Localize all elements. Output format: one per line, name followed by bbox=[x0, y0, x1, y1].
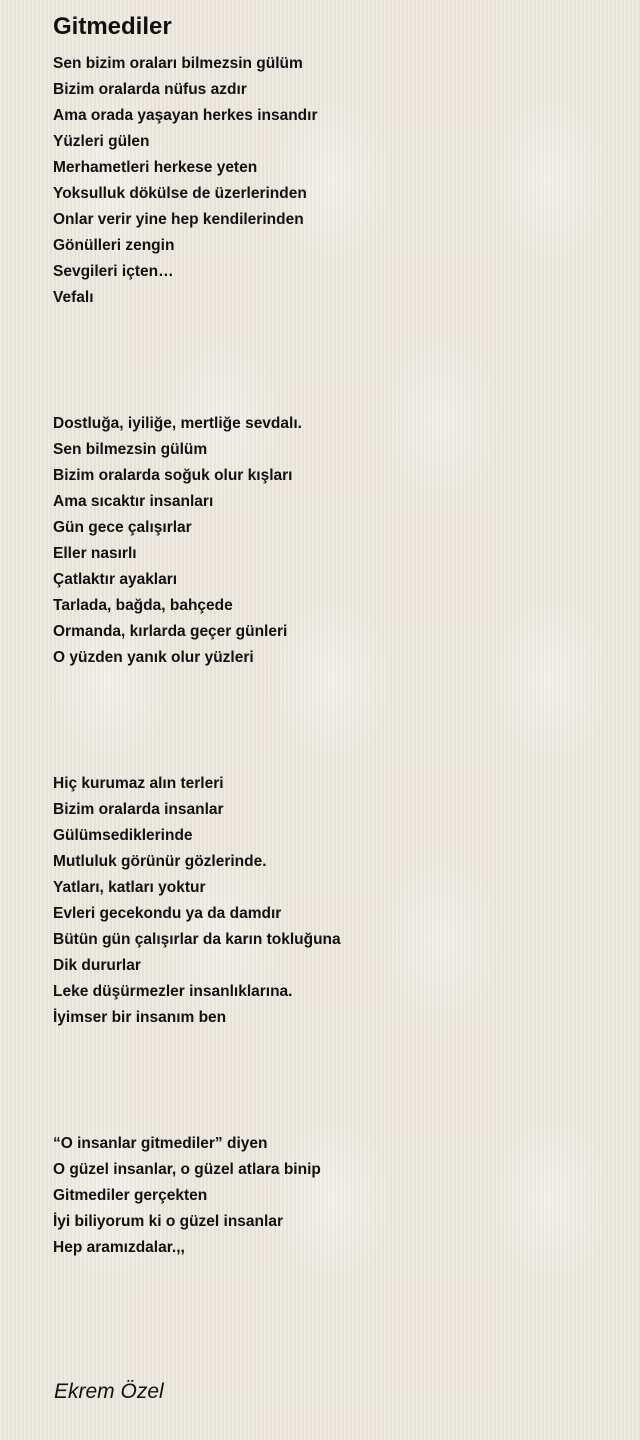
poem-line: Ormanda, kırlarda geçer günleri bbox=[53, 623, 288, 640]
poem-line: Gitmediler gerçekten bbox=[53, 1187, 208, 1204]
poem-line: İyimser bir insanım ben bbox=[53, 1009, 227, 1026]
poem-line: Eller nasırlı bbox=[53, 545, 137, 562]
poem-line: Leke düşürmezler insanlıklarına. bbox=[53, 983, 293, 1000]
poem-line: O yüzden yanık olur yüzleri bbox=[53, 649, 254, 666]
poem-line: Merhametleri herkese yeten bbox=[53, 159, 258, 176]
poem-line: Sevgileri içten… bbox=[53, 263, 174, 280]
poem-line: Tarlada, bağda, bahçede bbox=[53, 597, 233, 614]
poem-line: Bizim oralarda soğuk olur kışları bbox=[53, 467, 293, 484]
poem-line: Yoksulluk dökülse de üzerlerinden bbox=[53, 185, 307, 202]
poem-line: O güzel insanlar, o güzel atlara binip bbox=[53, 1161, 321, 1178]
poem-line: Vefalı bbox=[53, 289, 94, 306]
poem-line: Ama orada yaşayan herkes insandır bbox=[53, 107, 318, 124]
poem-line: Mutluluk görünür gözlerinde. bbox=[53, 853, 267, 870]
poem-line: İyi biliyorum ki o güzel insanlar bbox=[53, 1213, 283, 1230]
poem-line: Ama sıcaktır insanları bbox=[53, 493, 214, 510]
poem-title: Gitmediler bbox=[53, 13, 172, 40]
poem-line: Sen bilmezsin gülüm bbox=[53, 441, 208, 458]
poem-line: “O insanlar gitmediler” diyen bbox=[53, 1135, 268, 1152]
poem-line: Bizim oralarda nüfus azdır bbox=[53, 81, 247, 98]
poem-author: Ekrem Özel bbox=[54, 1380, 164, 1403]
poem-line: Gün gece çalışırlar bbox=[53, 519, 192, 536]
poem-line: Gönülleri zengin bbox=[53, 237, 175, 254]
stanza-4 bbox=[53, 1131, 321, 1261]
poem-line: Bütün gün çalışırlar da karın tokluğuna bbox=[53, 931, 341, 948]
poem-line: Onlar verir yine hep kendilerinden bbox=[53, 211, 304, 228]
stanza-2 bbox=[53, 411, 302, 671]
poem-line: Dik dururlar bbox=[53, 957, 141, 974]
poem-line: Gülümsediklerinde bbox=[53, 827, 193, 844]
poem-line: Hiç kurumaz alın terleri bbox=[53, 775, 224, 792]
poem-line: Çatlaktır ayakları bbox=[53, 571, 178, 588]
poem-line: Bizim oralarda insanlar bbox=[53, 801, 224, 818]
stanza-3 bbox=[53, 771, 341, 1031]
stanza-1 bbox=[53, 51, 318, 311]
poem-line: Sen bizim oraları bilmezsin gülüm bbox=[53, 55, 303, 72]
poem-line: Yatları, katları yoktur bbox=[53, 879, 206, 896]
poem-line: Evleri gecekondu ya da damdır bbox=[53, 905, 282, 922]
poem-line: Dostluğa, iyiliğe, mertliğe sevdalı. bbox=[53, 415, 302, 432]
poem-line: Hep aramızdalar.,, bbox=[53, 1239, 185, 1256]
poem-line: Yüzleri gülen bbox=[53, 133, 150, 150]
